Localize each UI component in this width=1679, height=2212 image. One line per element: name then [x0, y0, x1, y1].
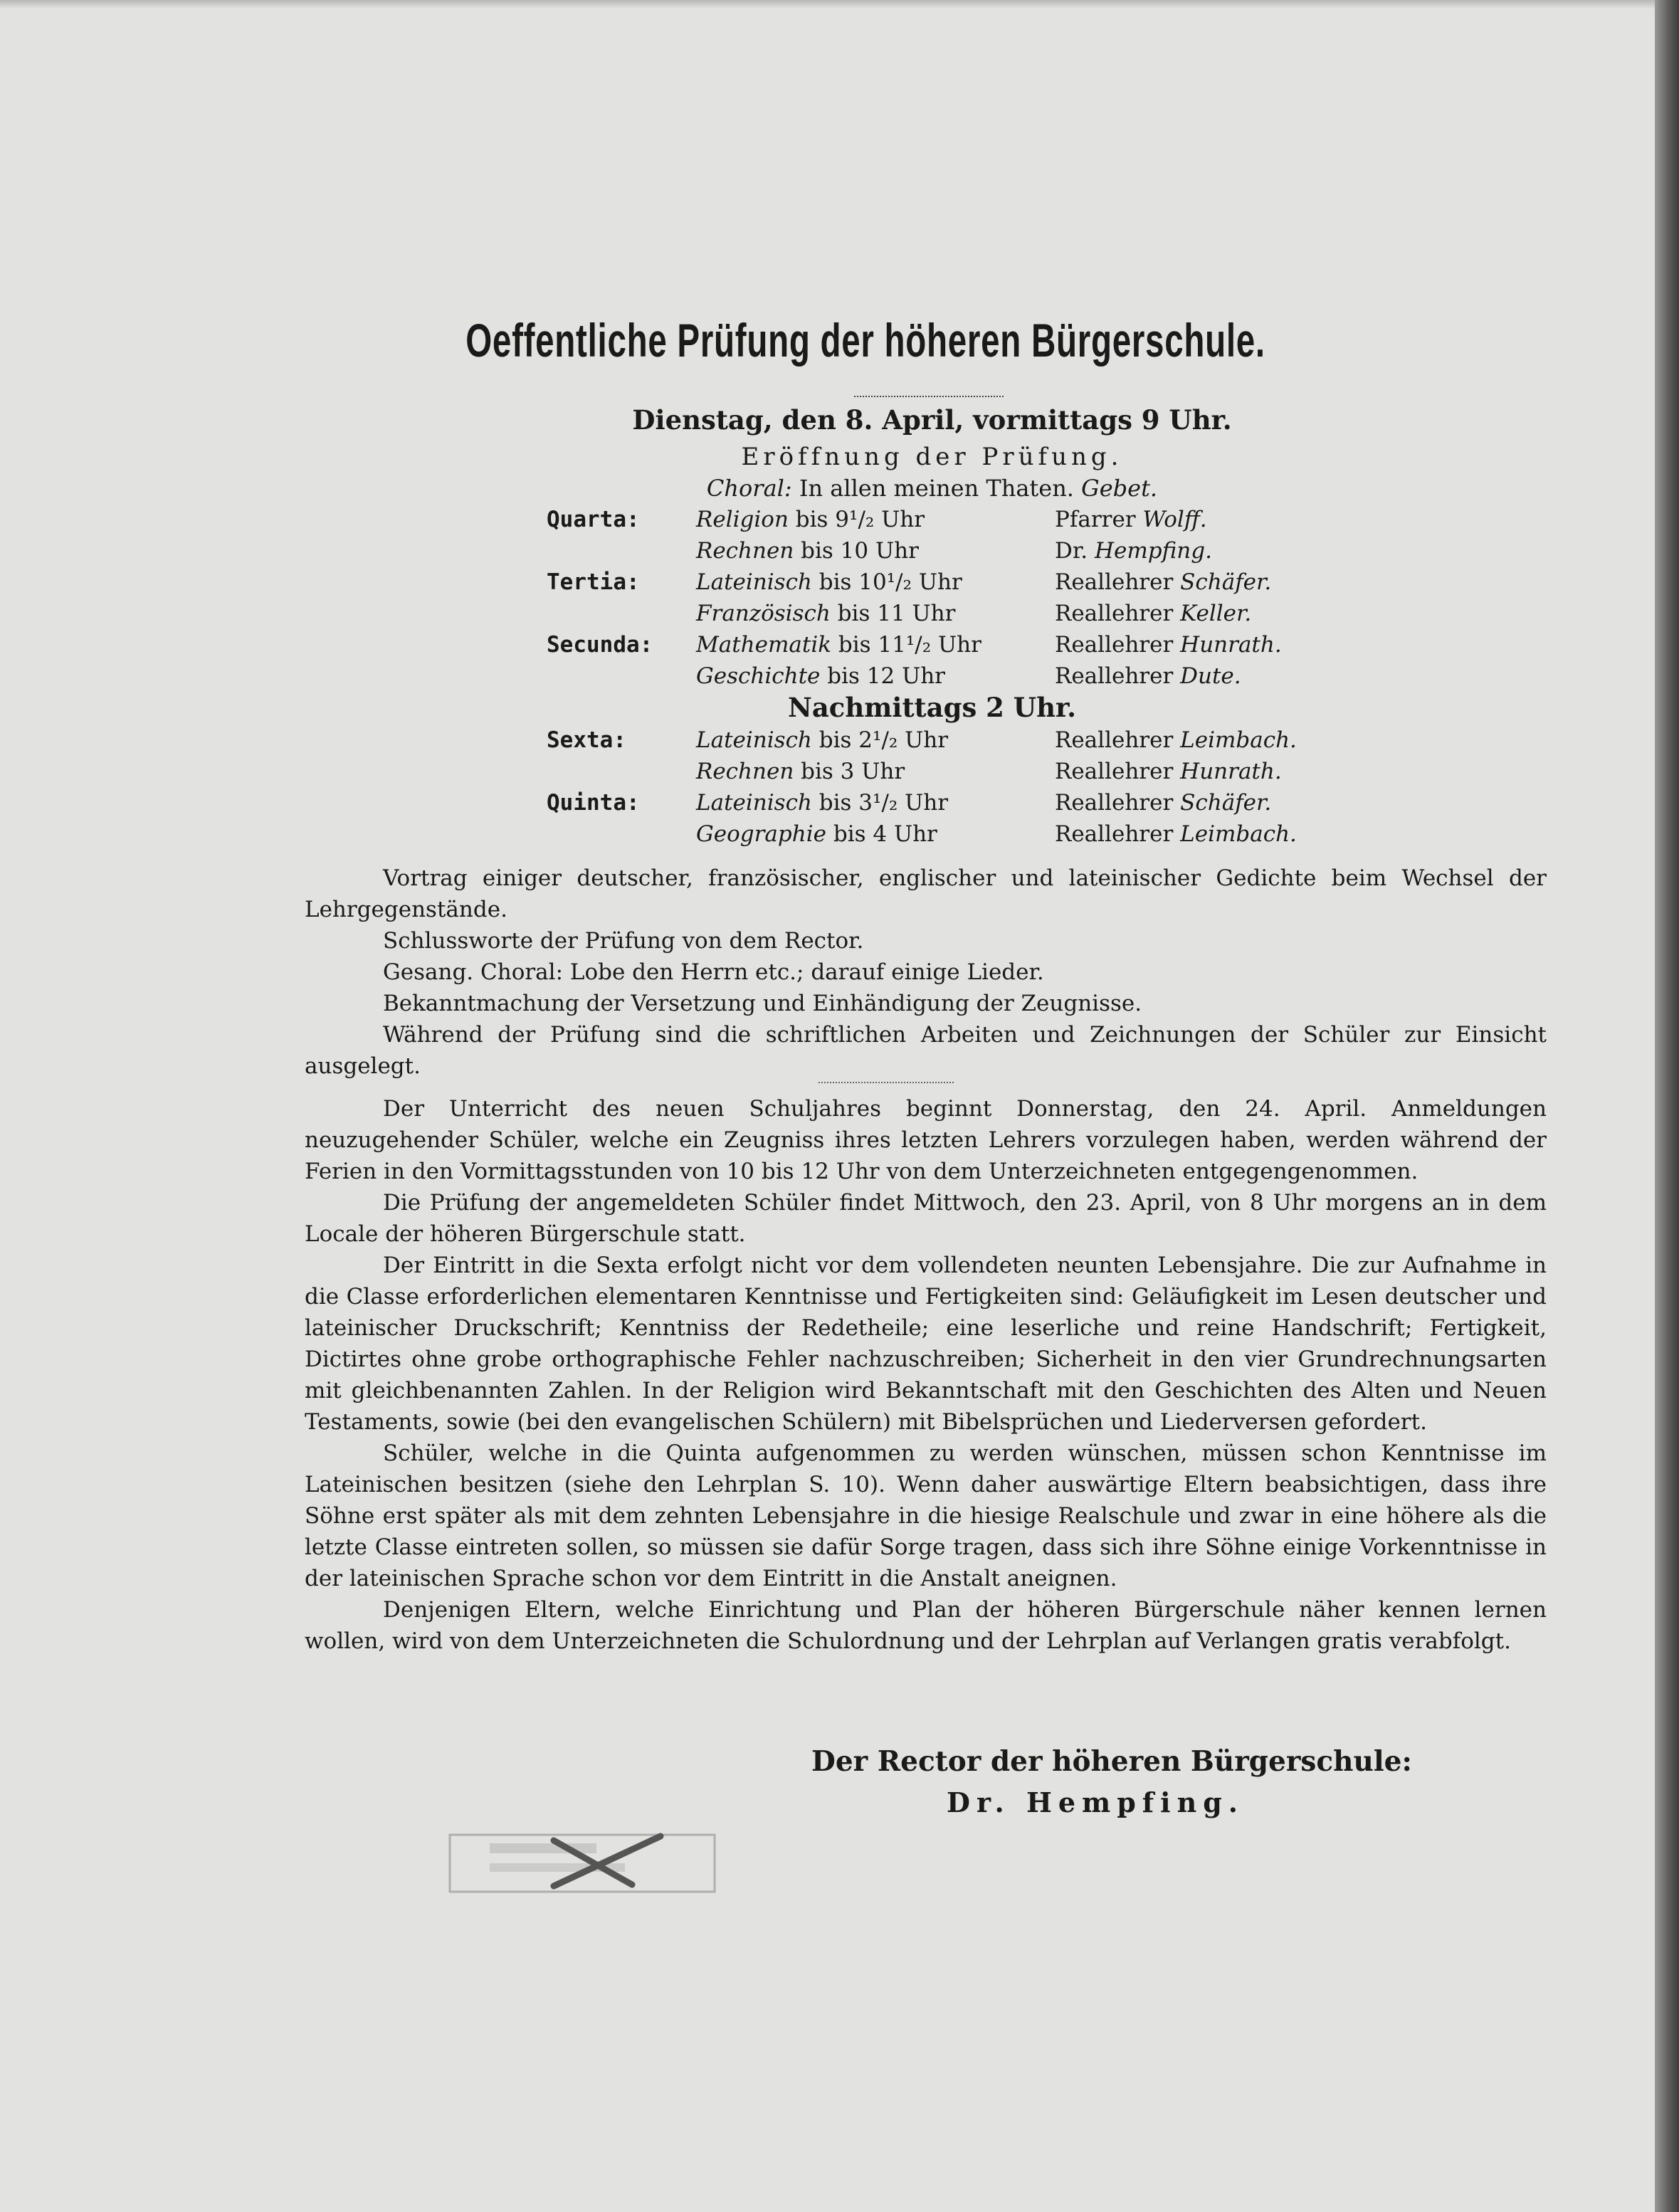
teacher-name: Hunrath. — [1180, 759, 1282, 784]
schedule-teacher — [1055, 507, 1207, 532]
schedule-subject — [696, 821, 937, 847]
schedule-teacher — [1055, 759, 1282, 784]
prayer-label: Gebet. — [1081, 475, 1158, 502]
schedule-teacher — [1055, 790, 1271, 816]
document-title: Oeffentliche Prüfung der höheren Bürgerschule. — [465, 314, 1265, 367]
opening-line: Eröffnung der Prüfung. — [741, 443, 1123, 471]
schedule-teacher — [1055, 538, 1212, 564]
closing-section — [305, 863, 1547, 1082]
schedule-subject — [696, 601, 955, 626]
schedule-teacher — [1055, 663, 1241, 689]
teacher-title: Dr. — [1055, 538, 1088, 564]
subject-name: Lateinisch — [696, 790, 812, 816]
teacher-title: Reallehrer — [1055, 821, 1174, 847]
schedule-class-label: Tertia: — [547, 569, 640, 595]
subject-time: bis 4 Uhr — [833, 821, 937, 847]
schedule-class-label: Sexta: — [547, 727, 626, 753]
title-rule — [854, 396, 1004, 397]
teacher-title: Reallehrer — [1055, 632, 1174, 658]
subject-time: bis 10 Uhr — [801, 538, 919, 564]
subject-name: Religion — [696, 507, 789, 532]
subject-name: Rechnen — [696, 538, 794, 564]
teacher-name: Hempfing. — [1094, 538, 1212, 564]
library-stamp-icon — [447, 1828, 717, 1897]
teacher-title: Reallehrer — [1055, 601, 1174, 626]
teacher-name: Hunrath. — [1180, 632, 1282, 658]
notice-paragraph: Denjenigen Eltern, welche Einrichtung und Plan der höheren Bürgerschule näher kennen lernen wollen, wird von dem Unterzeichneten die Schulordnung und der Lehrplan auf Verlangen gratis verabfolgt. — [305, 1597, 1547, 1654]
morning-heading: Dienstag, den 8. April, vormittags 9 Uhr. — [632, 404, 1232, 436]
schedule-subject — [696, 507, 925, 532]
schedule-teacher — [1055, 601, 1251, 626]
signature-name: Dr. Hempfing. — [947, 1786, 1245, 1818]
page-top-edge — [0, 0, 1665, 9]
schedule-subject — [696, 632, 981, 658]
choral-label: Choral: — [706, 475, 792, 502]
schedule-class-label: Secunda: — [547, 632, 653, 658]
subject-name: Lateinisch — [696, 569, 812, 595]
schedule-teacher — [1055, 821, 1297, 847]
section-separator — [819, 1082, 954, 1083]
schedule-subject — [696, 538, 919, 564]
signature-title: Der Rector der höheren Bürgerschule: — [811, 1745, 1412, 1778]
subject-name: Geographie — [696, 821, 826, 847]
schedule-teacher — [1055, 632, 1282, 658]
subject-name: Rechnen — [696, 759, 794, 784]
subject-name: Lateinisch — [696, 727, 812, 753]
schedule-class-label: Quarta: — [547, 507, 640, 532]
notice-paragraph: Der Unterricht des neuen Schuljahres beginnt Donnerstag, den 24. April. Anmeldungen neuzugehender Schüler, welche ein Zeugniss ihres letzten Lehrers vorzulegen haben, werden während der Ferien in den Vormittagsstunden von 10 bis 12 Uhr von dem Unterzeichneten entgegengenommen. — [305, 1096, 1547, 1184]
subject-name: Geschichte — [696, 663, 821, 689]
teacher-title: Reallehrer — [1055, 663, 1174, 689]
subject-time: bis 3¹/₂ Uhr — [819, 790, 949, 816]
schedule-subject — [696, 569, 962, 595]
schedule-class-label: Quinta: — [547, 790, 640, 816]
notice-paragraph: Der Eintritt in die Sexta erfolgt nicht vor dem vollendeten neunten Lebensjahre. Die zur Aufnahme in die Classe erforderlichen elementaren Kenntnisse und Fertigkeiten sind: Geläufigkeit im Lesen deutscher und lateinischer Druckschrift; Kenntniss der Redetheile; eine leserliche und reine Handschrift; Fertigkeit, Dictirtes ohne grobe orthographische Fehler nachzuschreiben; Sicherheit in den vier Grundrechnungsarten mit gleichbenannten Zahlen. In der Religion wird Bekanntschaft mit den Geschichten des Alten und Neuen Testaments, sowie (bei den evangelischen Schülern) mit Bibelsprüchen und Liederversen gefordert. — [305, 1253, 1547, 1435]
closing-paragraph: Bekanntmachung der Versetzung und Einhändigung der Zeugnisse. — [383, 991, 1142, 1016]
teacher-name: Leimbach. — [1180, 727, 1297, 753]
choral-text: In allen meinen Thaten. — [799, 475, 1074, 502]
teacher-name: Dute. — [1180, 663, 1241, 689]
teacher-title: Reallehrer — [1055, 790, 1174, 816]
teacher-title: Reallehrer — [1055, 727, 1174, 753]
teacher-title: Reallehrer — [1055, 759, 1174, 784]
closing-paragraph: Gesang. Choral: Lobe den Herrn etc.; darauf einige Lieder. — [383, 959, 1044, 985]
choral-line — [0, 475, 1679, 502]
subject-time: bis 9¹/₂ Uhr — [795, 507, 925, 532]
subject-time: bis 11¹/₂ Uhr — [838, 632, 981, 658]
notice-section — [305, 1093, 1547, 1657]
schedule-teacher — [1055, 569, 1271, 595]
closing-paragraph: Vortrag einiger deutscher, französischer, englischer und lateinischer Gedichte beim Wechsel der Lehrgegenstände. — [305, 865, 1547, 922]
teacher-title: Pfarrer — [1055, 507, 1136, 532]
subject-time: bis 3 Uhr — [801, 759, 905, 784]
closing-paragraph: Schlussworte der Prüfung von dem Rector. — [383, 928, 864, 954]
notice-paragraph: Schüler, welche in die Quinta aufgenommen zu werden wünschen, müssen schon Kenntnisse im Lateinischen besitzen (siehe den Lehrplan S. 10). Wenn daher auswärtige Eltern beabsichtigen, dass ihre Söhne erst später als mit dem zehnten Lebensjahre in die hiesige Realschule und zwar in eine höhere als die letzte Classe eintreten sollen, so müssen sie dafür Sorge tragen, dass sich ihre Söhne einige Vorkenntnisse in der lateinischen Sprache schon vor dem Eintritt in die Anstalt aneignen. — [305, 1441, 1547, 1591]
schedule-subject — [696, 790, 948, 816]
teacher-name: Schäfer. — [1180, 790, 1272, 816]
teacher-title: Reallehrer — [1055, 569, 1174, 595]
closing-paragraph: Während der Prüfung sind die schriftlichen Arbeiten und Zeichnungen der Schüler zur Einsicht ausgelegt. — [305, 1022, 1547, 1079]
page-binding-edge — [1655, 0, 1679, 2212]
subject-time: bis 2¹/₂ Uhr — [819, 727, 949, 753]
subject-time: bis 11 Uhr — [837, 601, 956, 626]
subject-name: Französisch — [696, 601, 831, 626]
schedule-subject — [696, 727, 948, 753]
afternoon-heading: Nachmittags 2 Uhr. — [788, 692, 1076, 723]
teacher-name: Leimbach. — [1180, 821, 1297, 847]
subject-time: bis 12 Uhr — [827, 663, 945, 689]
schedule-subject — [696, 663, 945, 689]
teacher-name: Keller. — [1180, 601, 1252, 626]
schedule-subject — [696, 759, 905, 784]
teacher-name: Wolff. — [1142, 507, 1207, 532]
notice-paragraph: Die Prüfung der angemeldeten Schüler findet Mittwoch, den 23. April, von 8 Uhr morgens an in dem Locale der höheren Bürgerschule statt. — [305, 1190, 1547, 1247]
teacher-name: Schäfer. — [1180, 569, 1272, 595]
subject-time: bis 10¹/₂ Uhr — [819, 569, 962, 595]
schedule-teacher — [1055, 727, 1297, 753]
subject-name: Mathematik — [696, 632, 832, 658]
